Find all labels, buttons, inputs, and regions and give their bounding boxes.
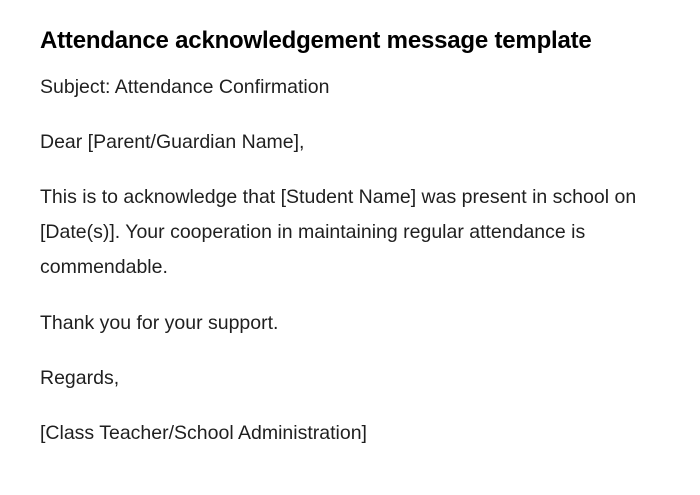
- document-title: Attendance acknowledgement message template: [40, 27, 592, 54]
- message-template-document: [40, 24, 660, 451]
- thanks-line: Thank you for your support.: [40, 312, 279, 334]
- signature-line: [Class Teacher/School Administration]: [40, 422, 367, 444]
- greeting-line: Dear [Parent/Guardian Name],: [40, 131, 305, 153]
- message-body: This is to acknowledge that [Student Name] was present in school on [Date(s)]. Your cooperation in maintaining regular attendance is commendable.: [40, 186, 637, 278]
- closing-line: Regards,: [40, 367, 120, 389]
- subject-line: Subject: Attendance Confirmation: [40, 76, 330, 98]
